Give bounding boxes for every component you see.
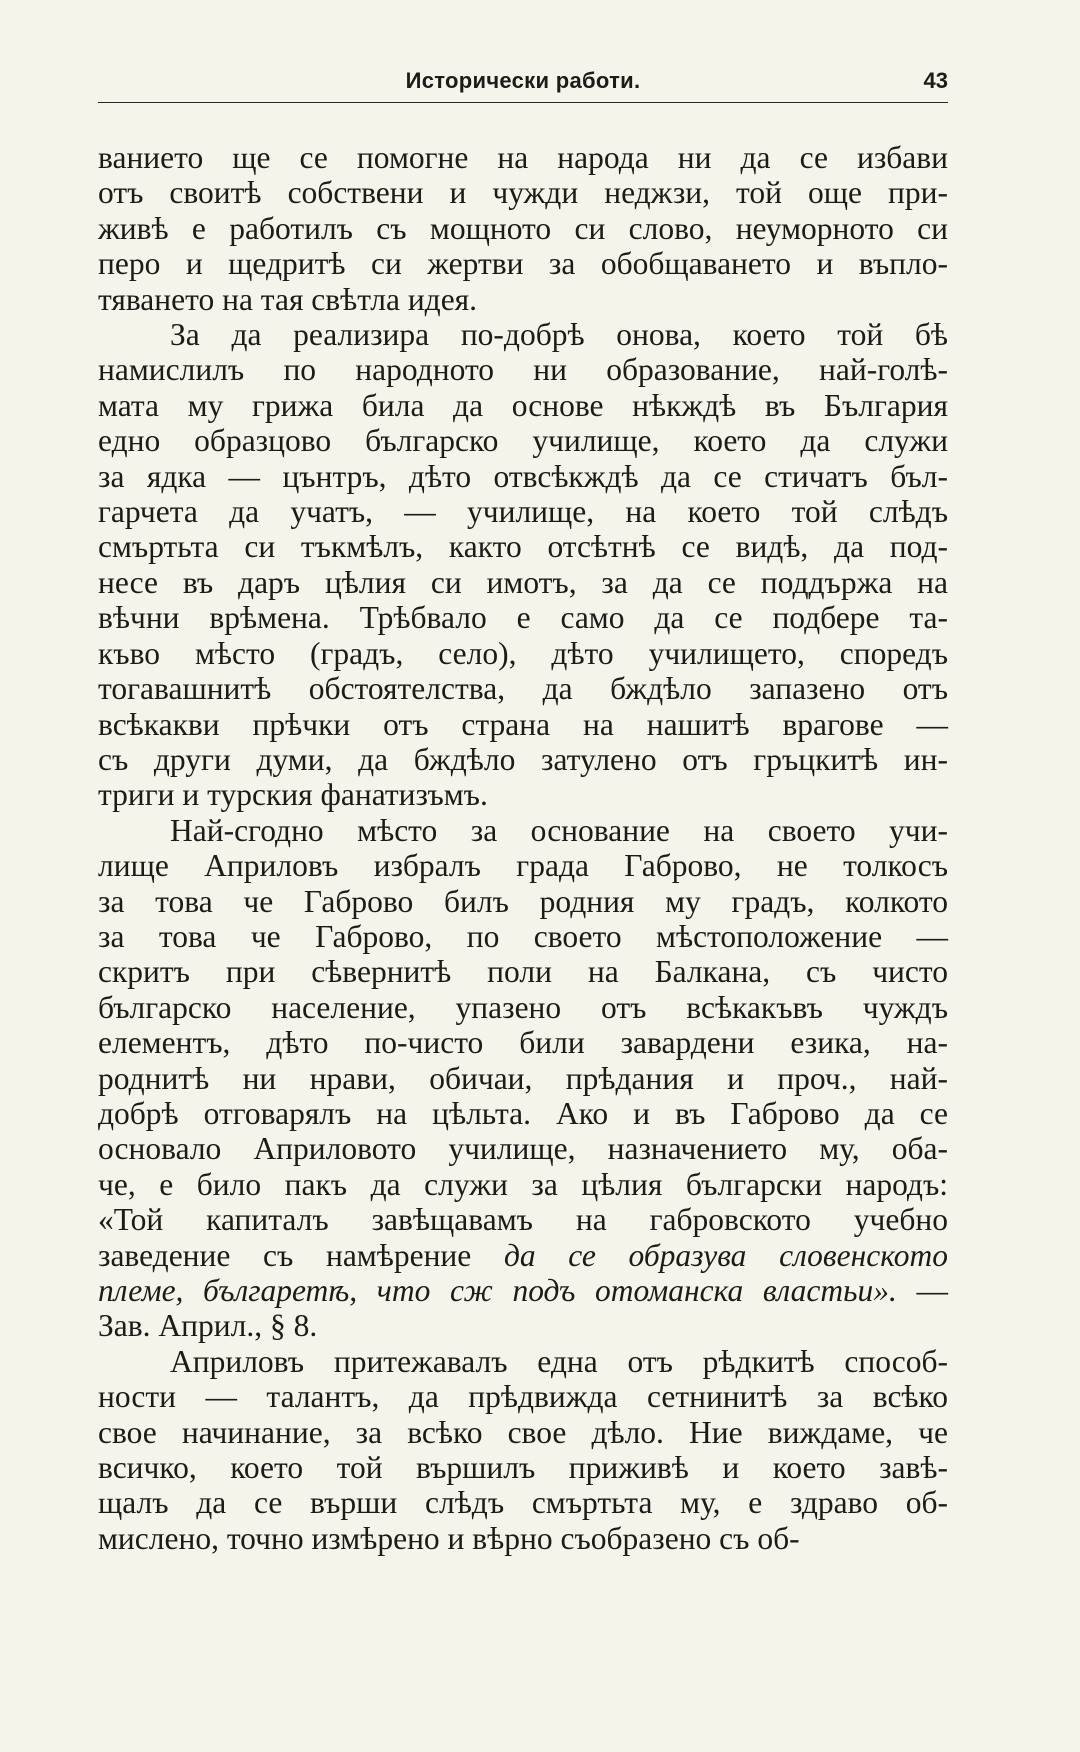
text-line: отъ своитѣ собствени и чужди неджзи, той още при- <box>98 175 948 211</box>
italic-quote: племе, българетѣ, что сж подъ отоманска властьи». <box>98 1273 897 1308</box>
text-line: смъртьта си тъкмѣлъ, както отсѣтнѣ се видѣ, да под- <box>98 529 948 565</box>
text-line: за това че Габрово билъ родния му градъ, колкото <box>98 883 948 919</box>
text-line: добрѣ отговарялъ на цѣльта. Ако и въ Габрово да се <box>98 1095 948 1131</box>
text-line: българско население, упазено отъ всѣкакъвъ чуждъ <box>98 989 948 1025</box>
text-line: за това че Габрово, по своето мѣстоположение — <box>98 918 948 954</box>
text-line: основало Априловото училище, назначението му, оба- <box>98 1131 948 1167</box>
text-line <box>98 1273 948 1308</box>
text-line: свое начинание, за всѣко свое дѣло. Ние виждаме, че <box>98 1414 948 1450</box>
text-line: че, е било пакъ да служи за цѣлия български народъ: <box>98 1166 948 1202</box>
text-line: съ други думи, да бждѣло затулено отъ гръцкитѣ ин- <box>98 741 948 777</box>
text-line: щалъ да се върши слѣдъ смъртьта му, е здраво об- <box>98 1485 948 1521</box>
text-line: намислилъ по народното ни образование, най-голѣ- <box>98 352 948 388</box>
page-number: 43 <box>923 68 948 93</box>
text-line: несе въ даръ цѣлия си имотъ, за да се поддържа на <box>98 564 948 600</box>
text-line: тогавашнитѣ обстоятелства, да бждѣло запазено отъ <box>98 671 948 707</box>
page-header <box>98 68 948 104</box>
text-line: мислено, точно измѣрено и вѣрно съобразено съ об- <box>98 1520 800 1556</box>
header-rule <box>98 102 948 103</box>
text-line: всичко, което той вършилъ приживѣ и което завѣ- <box>98 1450 948 1486</box>
text-line: всѣкакви прѣчки отъ страна на нашитѣ врагове — <box>98 706 948 742</box>
text-line: тяването на тая свѣтла идея. <box>98 281 478 317</box>
text-line: за ядка — цънтръ, дѣто отвсѣкждѣ да се стичатъ бъл- <box>98 458 948 494</box>
text-line: живѣ е работилъ съ мощното си слово, неуморното си <box>98 210 948 246</box>
text-line: роднитѣ ни нрави, обичаи, прѣдания и проч., най- <box>98 1060 948 1096</box>
text-line: къво мѣсто (градъ, село), дѣто училището, споредъ <box>98 635 948 671</box>
plain-span: заведение съ намѣрение <box>98 1237 504 1273</box>
text-line: едно образцово българско училище, което да служи <box>98 423 948 459</box>
text-line: За да реализира по-добрѣ онова, което той бѣ <box>170 317 948 353</box>
italic-quote: да се образува словенското <box>503 1237 948 1273</box>
text-line: гарчета да учатъ, — училище, на което той слѣдъ <box>98 494 948 530</box>
text-line: мата му грижа била да основе нѣкждѣ въ България <box>98 387 948 423</box>
text-line: перо и щедритѣ си жертви за обобщаването и въпло- <box>98 246 948 282</box>
text-line: лище Априловъ избралъ града Габрово, не толкосъ <box>98 848 948 884</box>
plain-span: — <box>896 1273 948 1308</box>
text-line: елементъ, дѣто по-чисто били завардени езика, на- <box>98 1025 948 1061</box>
body-text <box>98 140 948 1556</box>
text-line: Най-сгодно мѣсто за основание на своето учи- <box>170 812 948 848</box>
text-line: Априловъ притежавалъ една отъ рѣдкитѣ способ- <box>170 1343 948 1379</box>
running-title: Исторически работи. <box>405 68 641 93</box>
text-line: триги и турския фанатизъмъ. <box>98 777 488 813</box>
text-line: «Той капиталъ завѣщавамъ на габровското учебно <box>98 1202 948 1238</box>
text-line: Зав. Април., § 8. <box>98 1308 318 1344</box>
text-line: ванието ще се помогне на народа ни да се избави <box>98 140 948 175</box>
text-line: вѣчни врѣмена. Трѣбвало е само да се подбере та- <box>98 600 948 636</box>
text-line: ности — талантъ, да прѣдвижда сетнинитѣ за всѣко <box>98 1379 948 1415</box>
text-line <box>98 1238 948 1273</box>
text-line: скритъ при сѣвернитѣ поли на Балкана, съ чисто <box>98 954 948 990</box>
